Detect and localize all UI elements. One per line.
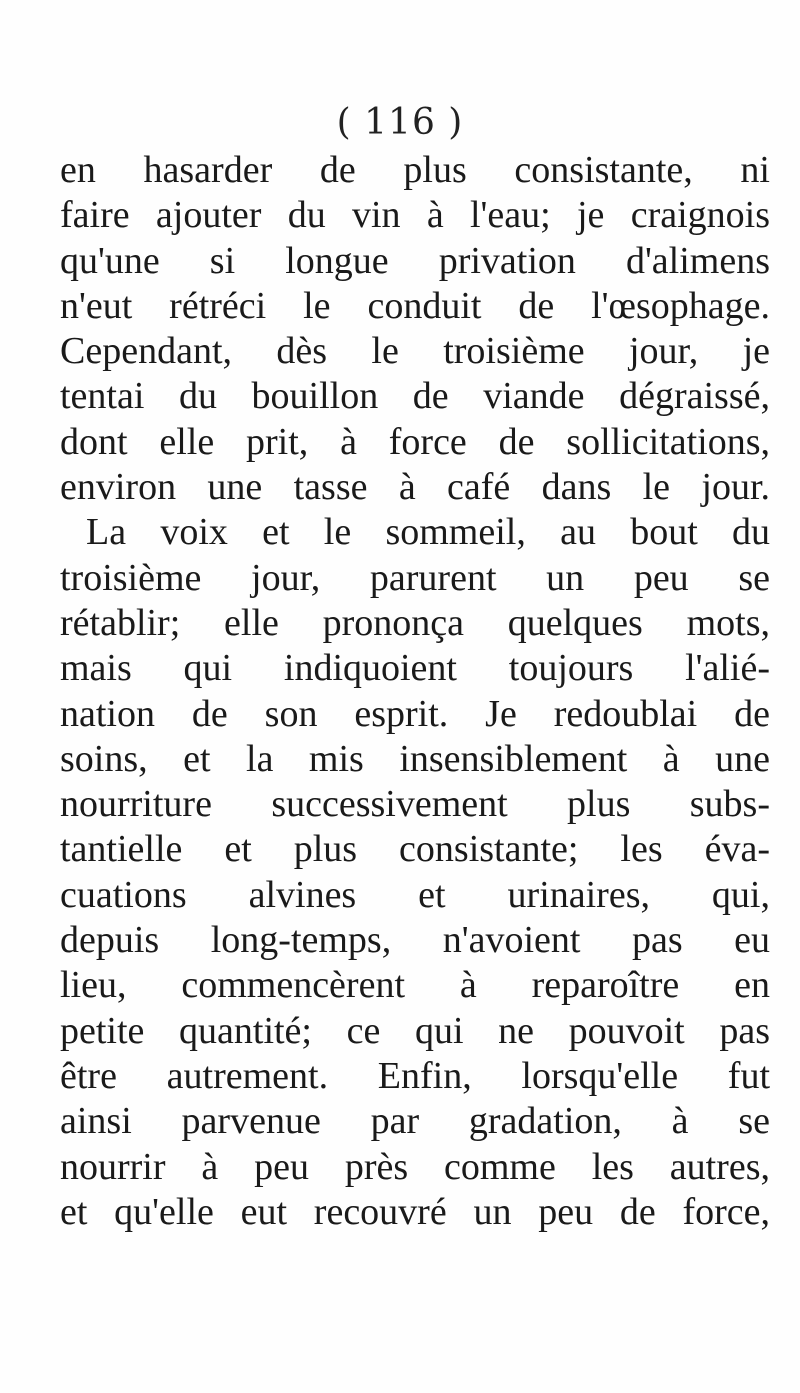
text-line: ainsi parvenue par gradation, à se xyxy=(60,1100,770,1143)
page-number: ( 116 ) xyxy=(336,102,464,143)
text-line: être autrement. Enfin, lorsqu'elle fut xyxy=(60,1054,770,1097)
text-line: nourriture successivement plus subs- xyxy=(60,783,770,826)
text-line: tentai du bouillon de viande dégraissé, xyxy=(60,375,770,418)
text-line: qu'une si longue privation d'alimens xyxy=(60,239,770,282)
text-line: faire ajouter du vin à l'eau; je craignois xyxy=(60,194,770,237)
text-line: lieu, commencèrent à reparoître en xyxy=(60,964,770,1007)
text-line: nation de son esprit. Je redoublai de xyxy=(60,692,770,735)
text-line: tantielle et plus consistante; les éva- xyxy=(60,828,770,871)
text-line: cuations alvines et urinaires, qui, xyxy=(60,873,770,916)
text-line: troisième jour, parurent un peu se xyxy=(60,556,770,599)
text-line: dont elle prit, à force de sollicitations, xyxy=(60,420,770,463)
text-line: et qu'elle eut recouvré un peu de force, xyxy=(60,1190,770,1233)
text-line: Cependant, dès le troisième jour, je xyxy=(60,330,770,373)
body-text xyxy=(60,148,770,1235)
text-line: La voix et le sommeil, au bout du xyxy=(86,511,770,554)
text-line: environ une tasse à café dans le jour. xyxy=(60,466,770,509)
text-line: n'eut rétréci le conduit de l'œsophage. xyxy=(60,284,770,327)
text-line: depuis long-temps, n'avoient pas eu xyxy=(60,919,770,962)
text-line: mais qui indiquoient toujours l'alié- xyxy=(60,647,770,690)
text-line: petite quantité; ce qui ne pouvoit pas xyxy=(60,1009,770,1052)
text-line: en hasarder de plus consistante, ni xyxy=(60,149,770,191)
text-line: nourrir à peu près comme les autres, xyxy=(60,1145,770,1188)
text-line: soins, et la mis insensiblement à une xyxy=(60,737,770,780)
text-line: rétablir; elle prononça quelques mots, xyxy=(60,601,770,644)
